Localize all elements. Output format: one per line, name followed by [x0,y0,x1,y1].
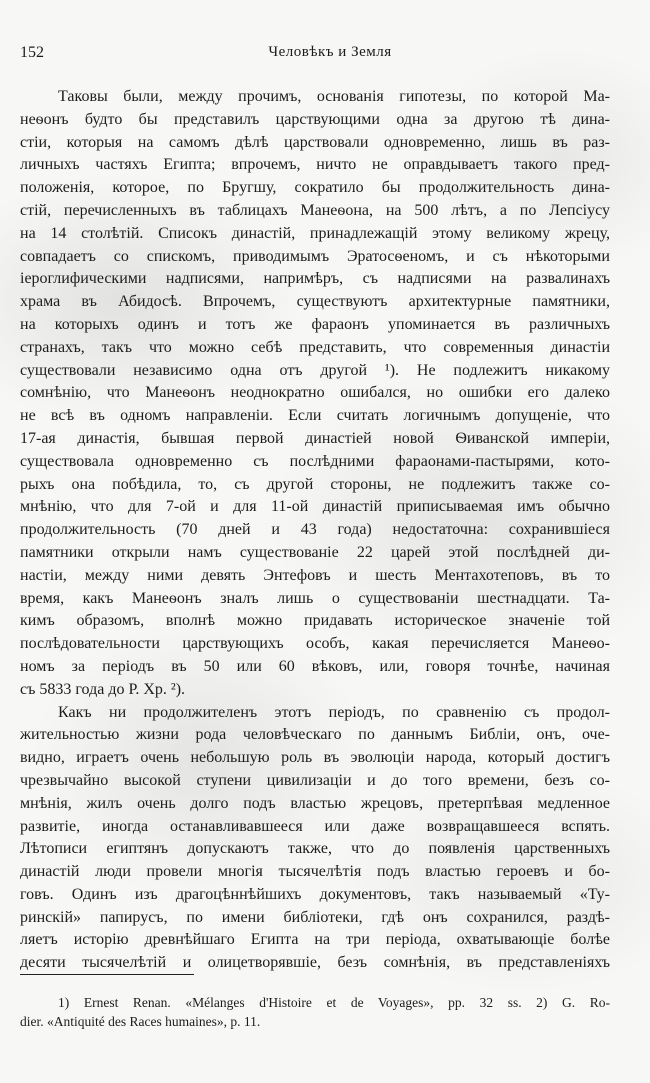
text-line: развитіе, иногда останавливавшееся или даже возвращавшееся вспять. [20,817,610,835]
text-line: существовала одновременно съ послѣдними фараонами-пастырями, кото- [20,452,610,470]
footnote-line: dier. «Antiquité des Races humaines», p. 11. [20,1014,261,1029]
text-line: настіи, между ними девять Энтефовъ и шесть Ментахотеповъ, въ то [20,566,610,584]
body-text [20,86,610,975]
text-line: десяти тысячелѣтій и олицетворявшіе, безъ сомнѣнія, въ представленіяхъ [20,954,610,972]
text-line: рыхъ она побѣдила, то, съ другой стороны, не подлежитъ также со- [20,475,610,493]
page-number: 152 [20,44,44,61]
text-line: на которыхъ одинъ и тотъ же фараонъ упоминается въ различныхъ [20,315,610,333]
text-line: іероглифическими надписями, напримѣръ, съ надписями на развалинахъ [20,270,610,288]
text-line: мнѣнію, что для 7-ой и для 11-ой династій приписываемая имъ обычно [20,498,610,516]
footnote-line: 1) Ernest Renan. «Mélanges d'Histoire et de Voyages», pp. 32 ss. 2) G. Ro- [58,995,610,1010]
footnote-divider [20,974,194,975]
text-line: съ 5833 года до Р. Хр. ²). [20,680,186,698]
text-line: Лѣтописи египтянъ допускаютъ также, что до появленія царственныхъ [20,840,610,858]
text-line: говъ. Одинъ изъ драгоцѣннѣйшихъ документовъ, такъ называемый «Ту- [20,885,610,903]
text-line: Таковы были, между прочимъ, основанія гипотезы, по которой Ма- [58,88,610,105]
text-line: время, какъ Манеѳонъ зналъ лишь о существованіи шестнадцати. Та- [20,589,610,607]
text-line: династій люди провели многія тысячелѣтія подъ властью героевъ и бо- [20,863,610,881]
text-line: ляетъ исторію древнѣйшаго Египта на три періода, охватывающіе болѣе [20,931,610,949]
running-title: Человѣкъ и Земля [268,44,392,60]
text-line: видно, играетъ очень небольшую роль въ эволюціи народа, который достигъ [20,749,610,767]
text-line: совпадаетъ со спискомъ, приводимымъ Эратосѳеномъ, и съ нѣкоторыми [20,247,610,265]
text-line: жительностью жизни рода человѣческаго по даннымъ Библіи, онъ, оче- [20,726,610,744]
text-line: храма въ Абидосѣ. Впрочемъ, существуютъ архитектурные памятники, [20,293,610,311]
text-line: положенія, которое, по Бругшу, сократило бы продолжительность дина- [20,179,610,197]
text-line: Какъ ни продолжителенъ этотъ періодъ, по сравненію съ продол- [58,703,610,721]
text-line: существовали независимо одна отъ другой ¹). Не подлежитъ никакому [20,361,610,379]
footnotes [20,993,610,1031]
text-line: стій, перечисленныхъ въ таблицахъ Манеѳона, на 500 лѣтъ, а по Лепсіусу [20,201,610,219]
text-line: личныхъ частяхъ Египта; впрочемъ, ничто не оправдываетъ такого пред- [20,156,610,174]
text-line: номъ за періодъ въ 50 или 60 вѣковъ, или, говоря точнѣе, начиная [20,657,610,675]
text-line: неѳонъ будто бы представилъ царствующими одна за другою тѣ дина- [20,110,610,128]
text-line: продолжительность (70 дней и 43 года) недостаточна: сохранившіеся [20,521,610,539]
text-line: кимъ образомъ, вполнѣ можно придавать историческое значеніе той [20,612,610,630]
text-line: странахъ, такъ что можно себѣ представить, что современныя династіи [20,338,610,356]
text-line: послѣдовательности царствующихъ особъ, какая перечисляется Манеѳо- [20,635,610,653]
text-line: ринскій» папирусъ, по имени библіотеки, гдѣ онъ сохранился, раздѣ- [20,908,610,926]
text-line: 17-ая династія, бывшая первой династіей новой Ѳиванской имперіи, [20,429,610,447]
text-line: на 14 столѣтій. Списокъ династій, принадлежащій этому великому жрецу, [20,224,610,242]
text-line: сомнѣнію, что Манеѳонъ неоднократно ошибался, но ошибки его далеко [20,384,610,402]
text-line: памятники открыли намъ существованіе 22 царей этой послѣдней ди- [20,543,610,561]
text-line: стіи, которыя на самомъ дѣлѣ царствовали одновременно, лишь въ раз- [20,133,610,151]
text-line: мнѣнія, жилъ очень долго подъ властью жрецовъ, претерпѣвая медленное [20,794,610,812]
text-line: чрезвычайно высокой ступени цивилизаціи и до того времени, безъ со- [20,771,610,789]
text-line: не всѣ въ одномъ направленіи. Если считать логичнымъ допущеніе, что [20,407,610,425]
